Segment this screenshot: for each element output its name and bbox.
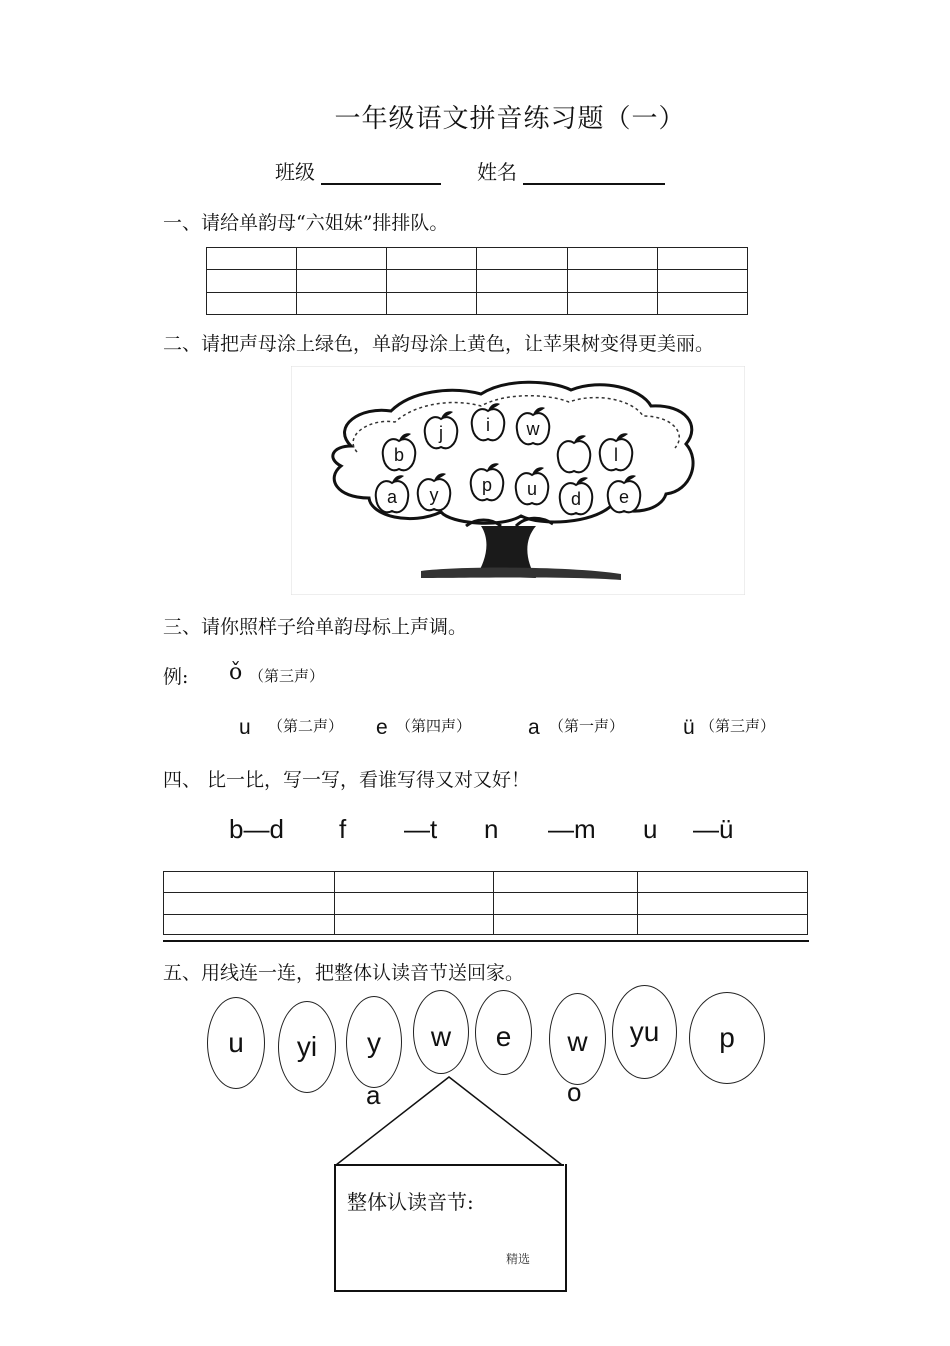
example-label: 例: bbox=[163, 666, 189, 688]
section2-heading: 二、请把声母涂上绿色，单韵母涂上黄色，让苹果树变得更美丽。 bbox=[163, 333, 715, 355]
apple-tree-illustration bbox=[291, 366, 745, 595]
compare-pair: —ü bbox=[693, 814, 734, 844]
syllable-oval[interactable] bbox=[612, 985, 677, 1079]
syllable-oval[interactable] bbox=[278, 1001, 336, 1093]
syllable-text: yu bbox=[629, 1016, 660, 1047]
apple-letter: p bbox=[481, 475, 493, 495]
apple-letter: a bbox=[386, 487, 398, 507]
apple-shape bbox=[558, 441, 591, 472]
house-roof bbox=[334, 1075, 566, 1167]
section4-writing-grid[interactable] bbox=[163, 871, 808, 935]
tone-item-label: （第一声） bbox=[549, 717, 625, 735]
syllable-oval[interactable] bbox=[689, 992, 765, 1084]
section4-heading: 四、 比一比，写一写，看谁写得又对又好！ bbox=[163, 769, 531, 791]
house-label: 整体认读音节: bbox=[347, 1190, 474, 1214]
apple-letter: b bbox=[393, 445, 405, 465]
compare-pair: —t bbox=[404, 814, 438, 844]
tone-item-letter: ü bbox=[683, 716, 695, 739]
example-tone: （第三声） bbox=[249, 667, 325, 685]
apple-letter: j bbox=[439, 423, 443, 443]
apple-letter: w bbox=[526, 419, 540, 439]
compare-pair: n bbox=[484, 814, 499, 844]
example-letter: ǒ bbox=[229, 660, 243, 685]
section3-heading: 三、请你照样子给单韵母标上声调。 bbox=[163, 616, 468, 638]
syllable-text: p bbox=[719, 1022, 735, 1053]
name-label: 姓名 bbox=[477, 160, 517, 184]
syllable-text: w bbox=[430, 1021, 452, 1052]
tone-item-letter: u bbox=[239, 716, 251, 739]
tone-item-label: （第三声） bbox=[700, 717, 776, 735]
syllable-oval[interactable] bbox=[549, 993, 606, 1085]
compare-pair: u bbox=[643, 814, 658, 844]
tone-item-label: （第四声） bbox=[396, 717, 472, 735]
apple-tree-picture bbox=[291, 366, 745, 595]
name-blank[interactable] bbox=[523, 161, 665, 185]
section1-heading: 一、请给单韵母“六姐妹”排排队。 bbox=[163, 212, 449, 234]
watermark-text: 精选 bbox=[506, 1252, 531, 1266]
tone-item-letter: a bbox=[528, 716, 540, 739]
syllable-text: y bbox=[367, 1027, 381, 1058]
tone-item-letter: e bbox=[376, 716, 388, 739]
page-title: 一年级语文拼音练习题（一） bbox=[334, 104, 686, 134]
apple-letter: d bbox=[570, 489, 582, 509]
syllable-text: w bbox=[567, 1026, 588, 1057]
house-body[interactable] bbox=[334, 1164, 567, 1292]
syllable-text: e bbox=[495, 1021, 512, 1052]
apple-letter: u bbox=[526, 479, 538, 499]
syllable-oval[interactable] bbox=[413, 990, 469, 1074]
syllable-oval[interactable] bbox=[475, 990, 532, 1075]
compare-pair: b—d bbox=[229, 814, 284, 844]
section4-bottom-rule bbox=[163, 940, 809, 942]
compare-pair: —m bbox=[548, 814, 596, 844]
compare-pair: f bbox=[339, 814, 347, 844]
class-field bbox=[275, 156, 441, 185]
apple-letter: l bbox=[614, 445, 618, 465]
class-label: 班级 bbox=[275, 160, 315, 184]
apple-letter: i bbox=[486, 415, 490, 435]
name-field bbox=[477, 156, 665, 185]
oval-caption: a bbox=[366, 1080, 381, 1110]
section5-heading: 五、用线连一连，把整体认读音节送回家。 bbox=[163, 962, 525, 984]
syllable-text: yi bbox=[296, 1031, 318, 1062]
syllable-text: u bbox=[228, 1027, 244, 1058]
syllable-oval[interactable] bbox=[207, 997, 265, 1089]
apple-letter: e bbox=[618, 487, 630, 507]
apple-letter: y bbox=[429, 485, 439, 505]
oval-caption: o bbox=[567, 1077, 582, 1107]
class-blank[interactable] bbox=[321, 161, 441, 185]
tone-item-label: （第二声） bbox=[268, 717, 344, 735]
section1-writing-grid[interactable] bbox=[206, 247, 748, 315]
